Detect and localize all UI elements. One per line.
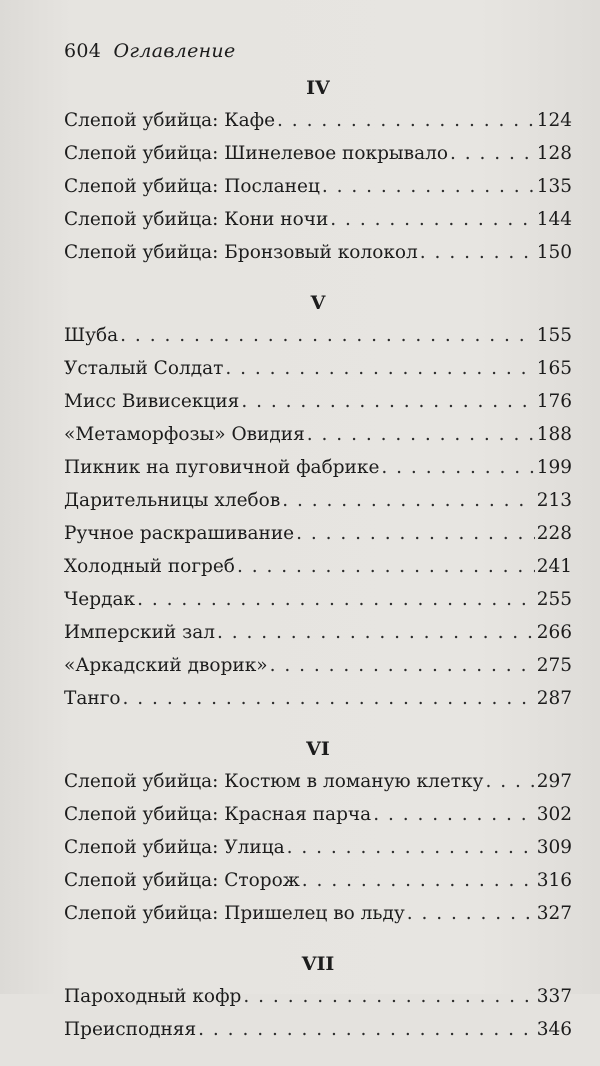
toc-entry — [64, 980, 572, 1013]
entry-title: Слепой убийца: Кафе — [64, 110, 276, 131]
toc-entry — [64, 319, 572, 352]
entry-title: Слепой убийца: Шинелевое покрывало — [64, 143, 448, 164]
toc-entry — [64, 765, 572, 798]
toc-entry — [64, 550, 572, 583]
dot-leader — [225, 352, 534, 385]
entry-title: Холодный погреб — [64, 556, 235, 577]
dot-leader — [243, 980, 534, 1013]
entry-title: Слепой убийца: Улица — [64, 837, 285, 858]
entry-page-number: 241 — [536, 556, 572, 577]
entry-page-number: 302 — [536, 804, 572, 825]
dot-leader — [241, 385, 534, 418]
toc-section — [64, 289, 572, 715]
toc-entry — [64, 864, 572, 897]
dot-leader — [302, 864, 535, 897]
dot-leader — [287, 831, 535, 864]
section-heading: VI — [306, 738, 330, 760]
dot-leader — [307, 418, 535, 451]
entry-page-number: 287 — [536, 688, 572, 709]
toc-entry — [64, 1013, 572, 1046]
dot-leader — [198, 1013, 535, 1046]
entry-title: Мисс Вивисекция — [64, 391, 240, 412]
entry-page-number: 124 — [536, 110, 572, 131]
section-heading: VII — [301, 953, 335, 975]
toc-entry — [64, 583, 572, 616]
toc-entry — [64, 616, 572, 649]
entry-page-number: 165 — [536, 358, 572, 379]
dot-leader — [330, 203, 534, 236]
entry-title: Слепой убийца: Бронзовый колокол — [64, 242, 418, 263]
toc-entry — [64, 418, 572, 451]
dot-leader — [282, 484, 534, 517]
dot-leader — [270, 649, 535, 682]
entry-title: Шуба — [64, 325, 119, 346]
entry-page-number: 327 — [536, 903, 572, 924]
running-head-title: Оглавление — [113, 40, 236, 62]
running-head — [64, 40, 236, 62]
table-of-contents — [64, 74, 572, 1066]
entry-page-number: 213 — [536, 490, 572, 511]
toc-entry — [64, 203, 572, 236]
entry-title: Имперский зал — [64, 622, 215, 643]
entry-title: «Метаморфозы» Овидия — [64, 424, 305, 445]
entry-title: «Аркадский дворик» — [64, 655, 268, 676]
entry-page-number: 297 — [536, 771, 572, 792]
dot-leader — [485, 765, 534, 798]
toc-entry — [64, 104, 572, 137]
entry-page-number: 176 — [536, 391, 572, 412]
entry-title: Преисподняя — [64, 1019, 197, 1040]
entry-page-number: 155 — [536, 325, 572, 346]
dot-leader — [137, 583, 535, 616]
toc-entry — [64, 517, 572, 550]
entry-page-number: 255 — [536, 589, 572, 610]
entry-page-number: 135 — [536, 176, 572, 197]
dot-leader — [237, 550, 535, 583]
toc-section — [64, 950, 572, 1046]
dot-leader — [450, 137, 535, 170]
entry-page-number: 337 — [536, 986, 572, 1007]
entry-title: Слепой убийца: Сторож — [64, 870, 300, 891]
toc-entry — [64, 236, 572, 269]
toc-entry — [64, 137, 572, 170]
toc-section — [64, 74, 572, 269]
entry-page-number: 275 — [536, 655, 572, 676]
dot-leader — [123, 682, 535, 715]
entry-page-number: 150 — [536, 242, 572, 263]
entry-title: Слепой убийца: Пришелец во льду — [64, 903, 405, 924]
page-number: 604 — [64, 40, 102, 62]
entry-title: Пароходный кофр — [64, 986, 242, 1007]
dot-leader — [120, 319, 535, 352]
entry-page-number: 228 — [536, 523, 572, 544]
toc-entry — [64, 682, 572, 715]
dot-leader — [277, 104, 535, 137]
toc-entry — [64, 352, 572, 385]
entry-page-number: 346 — [536, 1019, 572, 1040]
dot-leader — [373, 798, 535, 831]
section-heading: V — [310, 292, 326, 314]
entry-page-number: 309 — [536, 837, 572, 858]
dot-leader — [296, 517, 535, 550]
dot-leader — [217, 616, 535, 649]
section-heading: IV — [306, 77, 330, 99]
entry-title: Слепой убийца: Посланец — [64, 176, 320, 197]
toc-entry — [64, 649, 572, 682]
entry-page-number: 199 — [536, 457, 572, 478]
entry-page-number: 266 — [536, 622, 572, 643]
entry-page-number: 188 — [536, 424, 572, 445]
entry-title: Ручное раскрашивание — [64, 523, 295, 544]
toc-entry — [64, 385, 572, 418]
entry-title: Слепой убийца: Красная парча — [64, 804, 372, 825]
entry-title: Пикник на пуговичной фабрике — [64, 457, 380, 478]
entry-title: Слепой убийца: Костюм в ломаную клетку — [64, 771, 484, 792]
toc-section — [64, 735, 572, 930]
toc-entry — [64, 798, 572, 831]
toc-entry — [64, 170, 572, 203]
dot-leader — [381, 451, 534, 484]
entry-title: Дарительницы хлебов — [64, 490, 281, 511]
toc-entry — [64, 451, 572, 484]
toc-entry — [64, 484, 572, 517]
toc-entry — [64, 831, 572, 864]
dot-leader — [407, 897, 535, 930]
toc-entry — [64, 897, 572, 930]
dot-leader — [322, 170, 535, 203]
entry-page-number: 144 — [536, 209, 572, 230]
entry-title: Усталый Солдат — [64, 358, 224, 379]
entry-page-number: 128 — [536, 143, 572, 164]
entry-title: Слепой убийца: Кони ночи — [64, 209, 329, 230]
dot-leader — [420, 236, 535, 269]
entry-page-number: 316 — [536, 870, 572, 891]
entry-title: Чердак — [64, 589, 136, 610]
entry-title: Танго — [64, 688, 121, 709]
